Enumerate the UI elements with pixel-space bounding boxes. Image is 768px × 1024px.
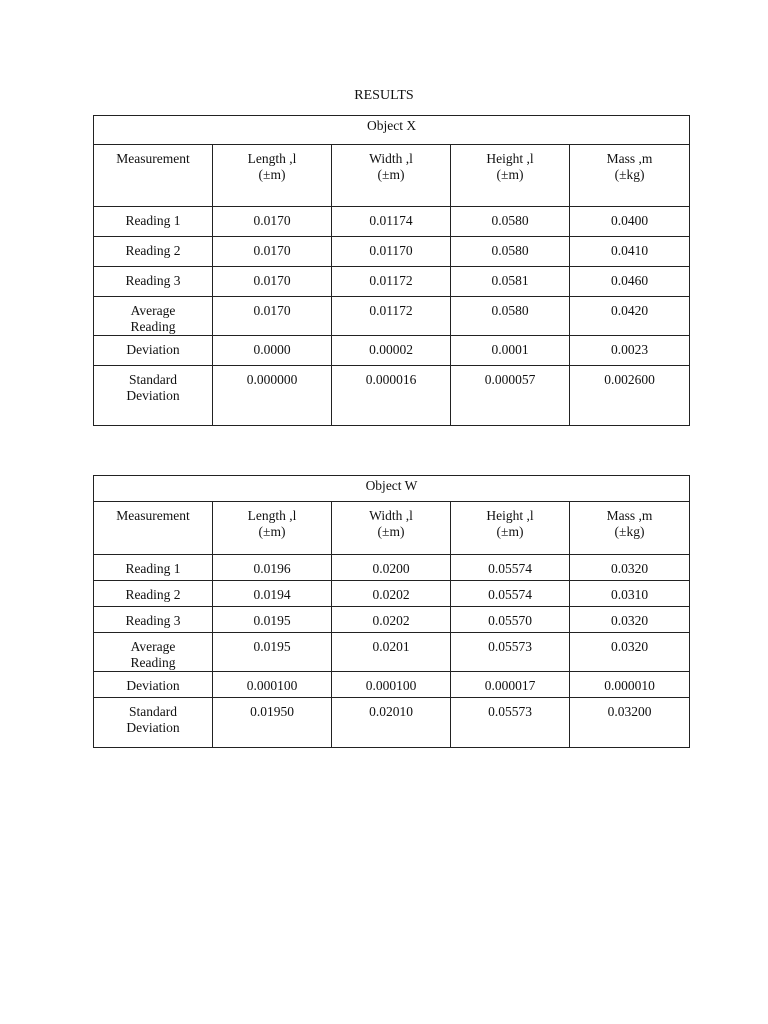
column-header: Width ,l (±m) — [332, 502, 451, 555]
table-cell: 0.00002 — [332, 336, 451, 366]
results-table-object-x — [93, 115, 690, 426]
table-cell: 0.000016 — [332, 366, 451, 426]
table-cell: 0.0195 — [213, 607, 332, 633]
row-label: Reading 1 — [94, 555, 213, 581]
page-title: RESULTS — [354, 88, 414, 103]
table-header-row — [94, 145, 690, 207]
row-label: Standard Deviation — [94, 698, 213, 748]
table-cell: 0.05574 — [451, 581, 570, 607]
column-header: Measurement — [94, 502, 213, 555]
table-row — [94, 297, 690, 336]
table-cell: 0.000000 — [213, 366, 332, 426]
row-label: Reading 2 — [94, 581, 213, 607]
table-cell: 0.0580 — [451, 207, 570, 237]
table-row — [94, 267, 690, 297]
table-cell: 0.0202 — [332, 581, 451, 607]
table-cell: 0.01174 — [332, 207, 451, 237]
table-cell: 0.0200 — [332, 555, 451, 581]
table-row — [94, 366, 690, 426]
row-label: Deviation — [94, 672, 213, 698]
table-caption: Object X — [94, 116, 690, 145]
column-header: Height ,l (±m) — [451, 145, 570, 207]
table-cell: 0.05573 — [451, 633, 570, 672]
table-cell: 0.05573 — [451, 698, 570, 748]
table-cell: 0.0581 — [451, 267, 570, 297]
table-row — [94, 581, 690, 607]
column-header: Length ,l (±m) — [213, 502, 332, 555]
table-cell: 0.0170 — [213, 267, 332, 297]
table-cell: 0.002600 — [570, 366, 690, 426]
column-header: Mass ,m (±kg) — [570, 502, 690, 555]
table-cell: 0.01170 — [332, 237, 451, 267]
column-header: Measurement — [94, 145, 213, 207]
table-row — [94, 207, 690, 237]
row-label: Average Reading — [94, 297, 213, 336]
table-cell: 0.000100 — [213, 672, 332, 698]
table-cell: 0.01172 — [332, 267, 451, 297]
table-cell: 0.0410 — [570, 237, 690, 267]
table-cell: 0.0310 — [570, 581, 690, 607]
column-header: Length ,l (±m) — [213, 145, 332, 207]
table-cell: 0.0023 — [570, 336, 690, 366]
table-row — [94, 633, 690, 672]
column-header: Width ,l (±m) — [332, 145, 451, 207]
table-cell: 0.0420 — [570, 297, 690, 336]
table-cell: 0.01172 — [332, 297, 451, 336]
table-cell: 0.0001 — [451, 336, 570, 366]
row-label: Average Reading — [94, 633, 213, 672]
row-label: Reading 3 — [94, 607, 213, 633]
table-cell: 0.01950 — [213, 698, 332, 748]
table-cell: 0.000057 — [451, 366, 570, 426]
table-cell: 0.0195 — [213, 633, 332, 672]
row-label: Deviation — [94, 336, 213, 366]
table-cell: 0.0170 — [213, 237, 332, 267]
row-label: Reading 1 — [94, 207, 213, 237]
table-row — [94, 672, 690, 698]
table-cell: 0.0400 — [570, 207, 690, 237]
table-cell: 0.0320 — [570, 555, 690, 581]
table-cell: 0.0580 — [451, 237, 570, 267]
table-cell: 0.02010 — [332, 698, 451, 748]
table-cell: 0.0202 — [332, 607, 451, 633]
table-caption: Object W — [94, 476, 690, 502]
table-header-row — [94, 502, 690, 555]
table-cell: 0.05570 — [451, 607, 570, 633]
table-cell: 0.0201 — [332, 633, 451, 672]
row-label: Reading 2 — [94, 237, 213, 267]
table-cell: 0.0580 — [451, 297, 570, 336]
table-cell: 0.05574 — [451, 555, 570, 581]
table-cell: 0.0000 — [213, 336, 332, 366]
table-cell: 0.0194 — [213, 581, 332, 607]
table-cell: 0.0320 — [570, 633, 690, 672]
table-row — [94, 607, 690, 633]
table-cell: 0.0320 — [570, 607, 690, 633]
table-row — [94, 237, 690, 267]
table-row — [94, 336, 690, 366]
table-cell: 0.000017 — [451, 672, 570, 698]
table-cell: 0.0460 — [570, 267, 690, 297]
row-label: Reading 3 — [94, 267, 213, 297]
table-row — [94, 555, 690, 581]
table-cell: 0.0170 — [213, 297, 332, 336]
results-table-object-w — [93, 475, 690, 748]
table-cell: 0.03200 — [570, 698, 690, 748]
table-cell: 0.000100 — [332, 672, 451, 698]
column-header: Mass ,m (±kg) — [570, 145, 690, 207]
row-label: Standard Deviation — [94, 366, 213, 426]
table-row — [94, 698, 690, 748]
table-cell: 0.0170 — [213, 207, 332, 237]
table-cell: 0.0196 — [213, 555, 332, 581]
table-cell: 0.000010 — [570, 672, 690, 698]
column-header: Height ,l (±m) — [451, 502, 570, 555]
